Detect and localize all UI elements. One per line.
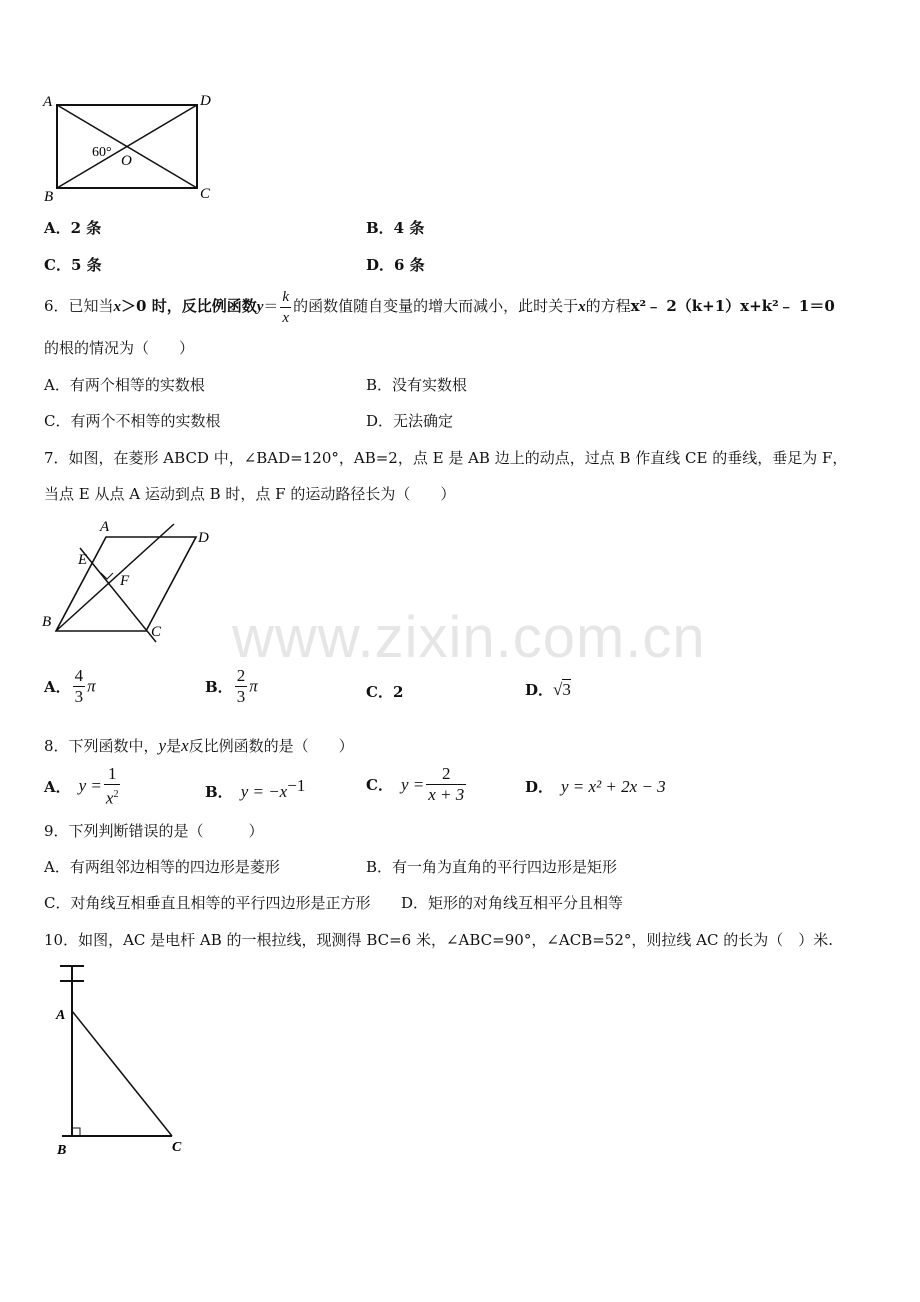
- label-e: E: [78, 552, 88, 568]
- q5-option-b[interactable]: B．4 条: [366, 219, 425, 237]
- q8-option-c[interactable]: C． y = $\frac{2}{x + 3}$: [366, 764, 465, 804]
- q6-fraction: $\frac{k}{x}$: [282, 288, 290, 326]
- q9-option-d[interactable]: D．矩形的对角线互相平分且相等: [401, 894, 624, 912]
- q6-stem: 6．已知当x＞0 时，反比例函数y＝ $\frac{k}{x}$ 的函数值随自变量的增大而减小，此时关于x的方程x²﹣ 2（k+1）x+k²﹣ 1＝0: [44, 288, 835, 326]
- q8-option-b[interactable]: B． $y = -x^{-1}$: [205, 776, 306, 801]
- wire-ac: [72, 1011, 172, 1136]
- right-angle-mark: [72, 1128, 80, 1136]
- q7-stem-line2: 当点 E 从点 A 运动到点 B 时，点 F 的运动路径长为（ ）: [44, 485, 456, 503]
- q9-stem: 9．下列判断错误的是（ ）: [44, 822, 264, 840]
- q8-option-d[interactable]: D． y = x² + 2x − 3: [525, 777, 666, 796]
- q10-stem: 10．如图，AC 是电杆 AB 的一根拉线，现测得 BC=6 米，∠ABC=90°，∠ACB=52°，则拉线 AC 的长为（ ）米.: [44, 931, 833, 949]
- q7-option-a[interactable]: A． $\frac{4}{3}$ π: [44, 666, 96, 706]
- q6-option-c[interactable]: C．有两个不相等的实数根: [44, 412, 221, 430]
- q9-option-c[interactable]: C．对角线互相垂直且相等的平行四边形是正方形: [44, 894, 371, 912]
- q6-equation: x²﹣ 2（k+1）x+k²﹣ 1＝0: [630, 297, 835, 315]
- q6-option-b[interactable]: B．没有实数根: [366, 376, 468, 394]
- label-a: A: [56, 1008, 66, 1023]
- q8-stem: 8．下列函数中，y是x反比例函数的是（ ）: [44, 736, 354, 755]
- q5-option-c[interactable]: C．5 条: [44, 256, 102, 274]
- q7-stem-line1: 7．如图，在菱形 ABCD 中，∠BAD=120°，AB=2，点 E 是 AB 边上的动点，过点 B 作直线 CE 的垂线，垂足为 F，: [44, 449, 848, 467]
- q6-option-d[interactable]: D．无法确定: [366, 412, 454, 430]
- label-b: B: [42, 614, 52, 630]
- rhombus-figure: [38, 518, 228, 646]
- label-c: C: [151, 624, 162, 640]
- label-o: O: [121, 153, 132, 169]
- label-a: A: [43, 94, 53, 110]
- q7-a-fraction: $\frac{4}{3}$: [74, 666, 84, 706]
- angle-label: 60°: [92, 145, 112, 160]
- line-ce: [80, 548, 156, 642]
- q8-option-a[interactable]: A． y = $\frac{1}{x^2}$: [44, 764, 119, 808]
- q5-option-d[interactable]: D．6 条: [366, 256, 425, 274]
- q5-option-a[interactable]: A．2 条: [44, 219, 102, 237]
- q7-option-d[interactable]: D．√3: [525, 680, 571, 699]
- label-b: B: [57, 1143, 67, 1158]
- label-c: C: [200, 186, 211, 202]
- q9-option-a[interactable]: A．有两组邻边相等的四边形是菱形: [44, 858, 280, 876]
- label-d: D: [198, 530, 209, 546]
- watermark: www.zixin.com.cn: [232, 605, 706, 670]
- q6-stem-line2: 的根的情况为（ ）: [44, 339, 195, 357]
- label-b: B: [44, 189, 54, 205]
- q7-option-c[interactable]: C．2: [366, 683, 404, 701]
- label-d: D: [200, 93, 211, 109]
- label-f: F: [120, 573, 130, 589]
- sqrt-icon: √: [553, 680, 563, 699]
- q7-option-b[interactable]: B． $\frac{2}{3}$ π: [205, 666, 258, 706]
- label-c: C: [172, 1140, 182, 1155]
- pole-figure: [48, 958, 208, 1163]
- line-bf: [56, 524, 174, 631]
- q7-b-fraction: $\frac{2}{3}$: [236, 666, 246, 706]
- q9-option-b[interactable]: B．有一角为直角的平行四边形是矩形: [366, 858, 618, 876]
- label-a: A: [100, 519, 110, 535]
- rectangle-figure: [38, 88, 228, 206]
- q6-option-a[interactable]: A．有两个相等的实数根: [44, 376, 205, 394]
